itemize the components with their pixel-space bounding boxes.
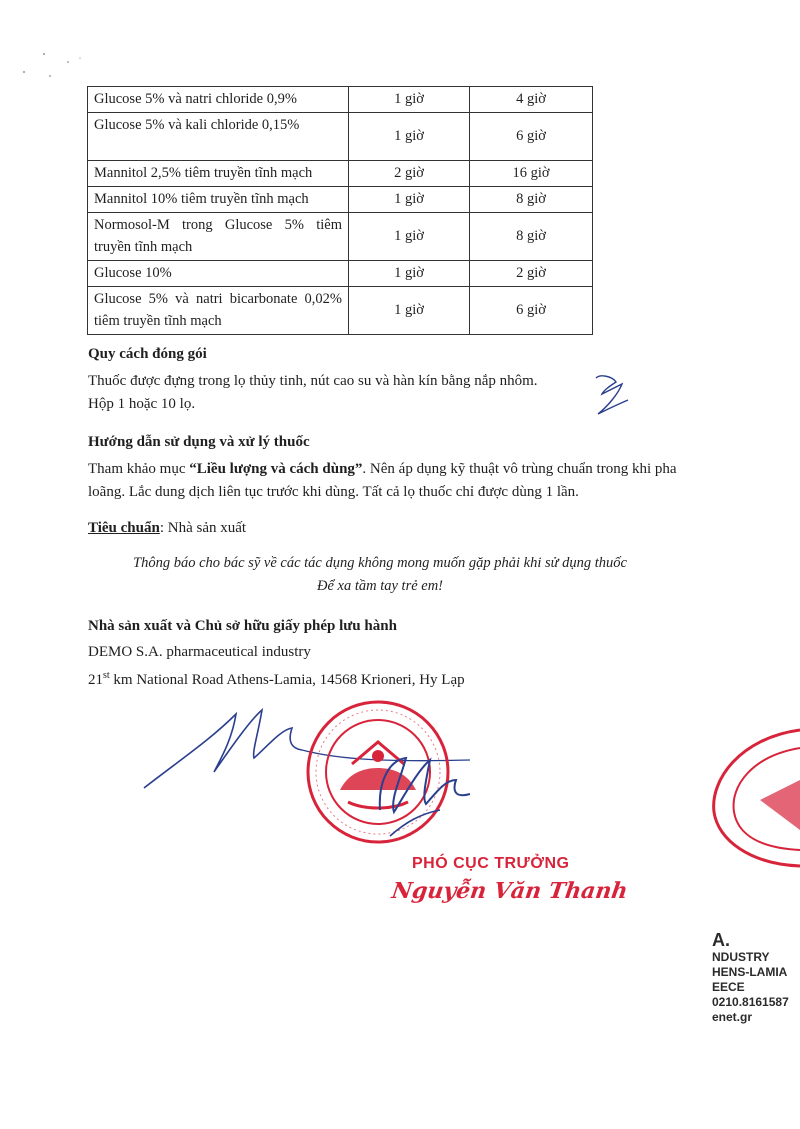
notice-line-2: Để xa tầm tay trẻ em!	[316, 578, 444, 594]
stability-table	[87, 86, 593, 335]
time-cell: 6 giờ	[470, 113, 593, 161]
solution-cell: Glucose 5% và kali chloride 0,15%	[88, 113, 349, 161]
packaging-line-2: Hộp 1 hoặc 10 lọ.	[88, 396, 196, 412]
stamp-line: 0210.8161587	[712, 995, 789, 1009]
table-row	[88, 113, 593, 161]
handling-ref: “Liều lượng và cách dùng”	[189, 461, 363, 477]
time-cell: 1 giờ	[349, 187, 470, 213]
time-cell: 4 giờ	[470, 87, 593, 113]
time-cell: 1 giờ	[349, 261, 470, 287]
table-row	[88, 161, 593, 187]
solution-cell: Glucose 5% và natri bicarbonate 0,02% tiêm truyền tĩnh mạch	[88, 287, 349, 335]
handling-line-2: loãng. Lắc dung dịch liên tục trước khi dùng. Tất cả lọ thuốc chỉ được dùng 1 lần.	[88, 484, 579, 500]
solution-cell: Glucose 5% và natri chloride 0,9%	[88, 87, 349, 113]
time-cell: 1 giờ	[349, 113, 470, 161]
time-cell: 6 giờ	[470, 287, 593, 335]
table-row	[88, 287, 593, 335]
stamp-line: enet.gr	[712, 1010, 753, 1024]
time-cell: 8 giờ	[470, 187, 593, 213]
standard-line	[88, 517, 246, 540]
solution-cell: Glucose 10%	[88, 261, 349, 287]
standard-label: Tiêu chuẩn	[88, 520, 160, 536]
signature	[360, 740, 490, 850]
stamp-line: NDUSTRY	[712, 950, 770, 964]
manufacturer-heading: Nhà sản xuất và Chủ sở hữu giấy phép lưu hành	[88, 618, 397, 634]
time-cell: 1 giờ	[349, 87, 470, 113]
solution-cell: Mannitol 2,5% tiêm truyền tĩnh mạch	[88, 161, 349, 187]
signatory-title: PHÓ CỤC TRƯỞNG	[412, 855, 570, 872]
handling-text-before: Tham khảo mục	[88, 461, 190, 477]
partial-seal-right	[700, 720, 800, 870]
manufacturer-name: DEMO S.A. pharmaceutical industry	[88, 644, 311, 660]
table-row	[88, 187, 593, 213]
company-stamp	[712, 930, 789, 1025]
time-cell: 1 giờ	[349, 287, 470, 335]
time-cell: 8 giờ	[470, 213, 593, 261]
handling-line-1	[88, 458, 728, 481]
time-cell: 2 giờ	[349, 161, 470, 187]
solution-cell: Normosol-M trong Glucose 5% tiêm truyền tĩnh mạch	[88, 213, 349, 261]
table-row	[88, 213, 593, 261]
handling-heading: Hướng dẫn sử dụng và xử lý thuốc	[88, 434, 310, 450]
standard-value: : Nhà sản xuất	[159, 520, 247, 536]
packaging-heading: Quy cách đóng gói	[88, 346, 207, 362]
signatory-name: Nguyễn Văn Thanh	[390, 878, 630, 904]
table-row	[88, 261, 593, 287]
time-cell: 1 giờ	[349, 213, 470, 261]
time-cell: 2 giờ	[470, 261, 593, 287]
notice-line-1: Thông báo cho bác sỹ về các tác dụng không mong muốn gặp phải khi sử dụng thuốc	[133, 555, 627, 571]
solution-cell: Mannitol 10% tiêm truyền tĩnh mạch	[88, 187, 349, 213]
packaging-line-1: Thuốc được đựng trong lọ thủy tinh, nút cao su và hàn kín bằng nắp nhôm.	[88, 373, 538, 389]
table-row	[88, 87, 593, 113]
initial-mark	[588, 372, 638, 422]
manufacturer-address: 21st km National Road Athens-Lamia, 14568 Krioneri, Hy Lạp	[88, 670, 465, 688]
stamp-line: A.	[712, 930, 730, 950]
stamp-line: HENS-LAMIA	[712, 965, 788, 979]
stamp-line: EECE	[712, 980, 745, 994]
handling-text-after: . Nên áp dụng kỹ thuật vô trùng chuẩn trong khi pha	[362, 461, 677, 477]
time-cell: 16 giờ	[470, 161, 593, 187]
